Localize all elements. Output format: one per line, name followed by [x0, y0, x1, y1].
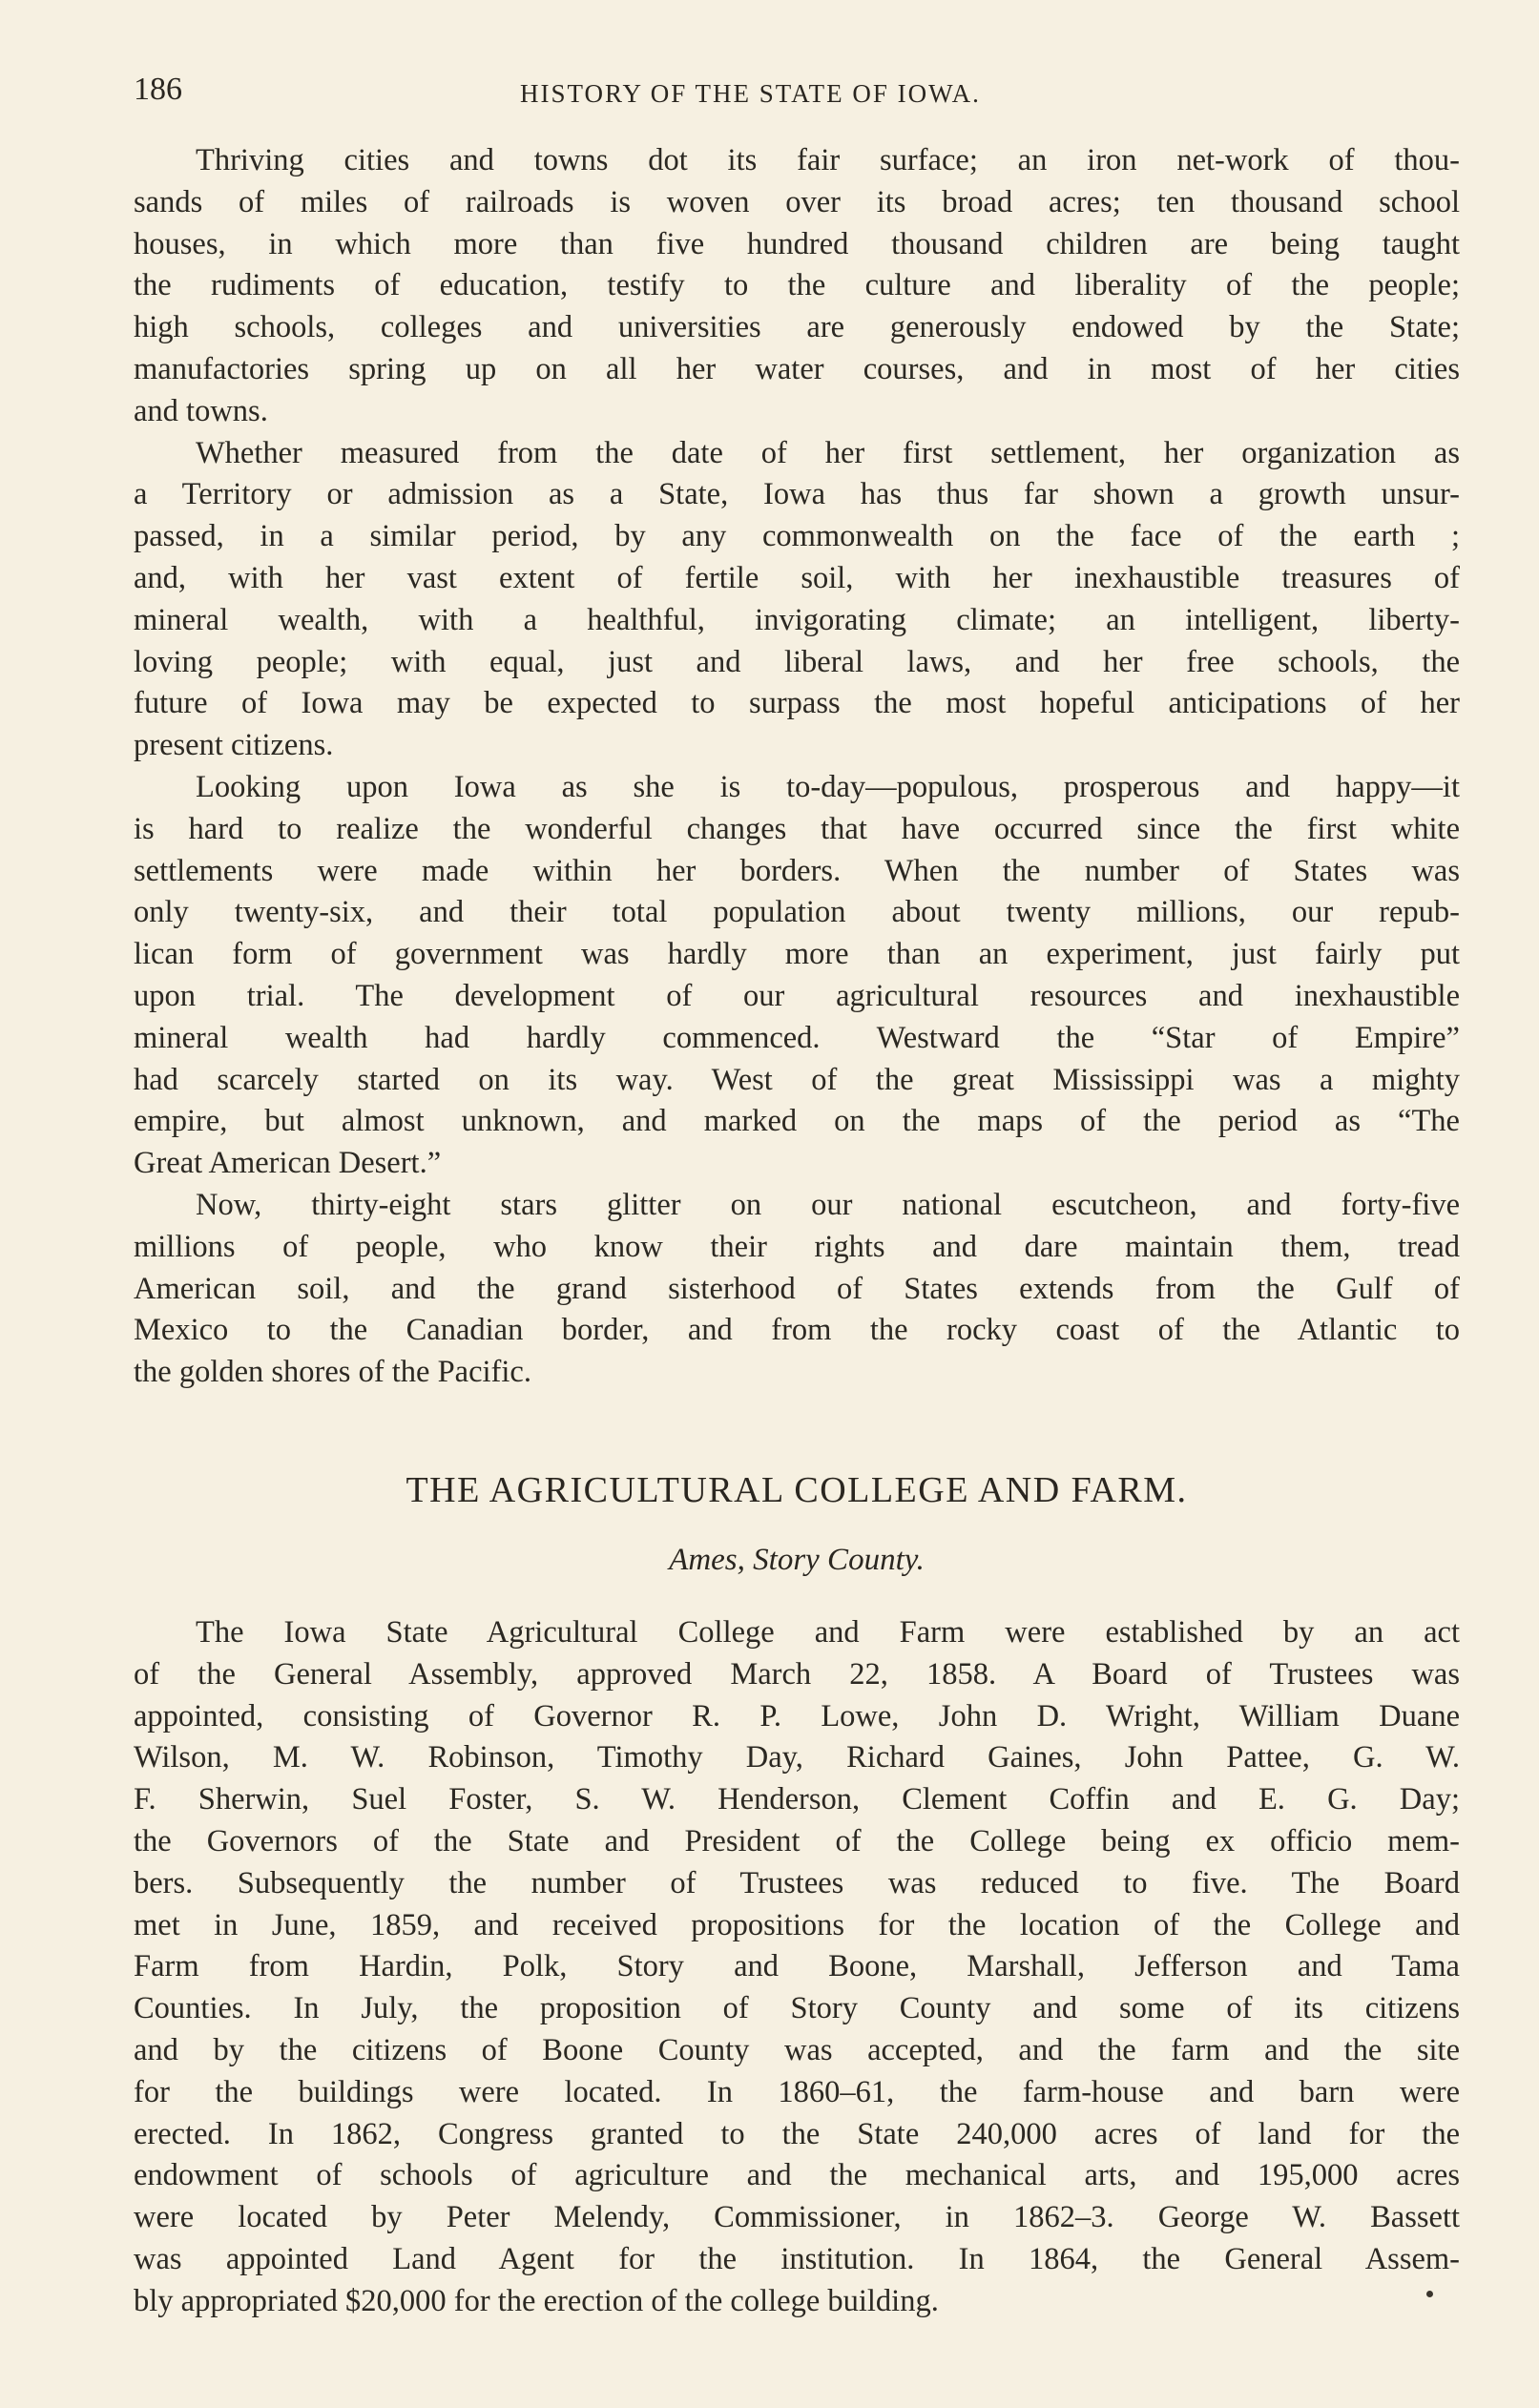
- text-line: only twenty-six, and their total population about twenty millions, our repub-: [134, 895, 1460, 930]
- text-line: bly appropriated $20,000 for the erection of the college building.: [134, 2283, 939, 2318]
- text-line: F. Sherwin, Suel Foster, S. W. Henderson, Clement Coffin and E. G. Day;: [134, 1782, 1460, 1817]
- text-line: sands of miles of railroads is woven over its broad acres; ten thousand school: [134, 184, 1460, 219]
- text-line: settlements were made within her borders. When the number of States was: [134, 853, 1460, 888]
- text-line: Thriving cities and towns dot its fair surface; an iron net-work of thou-: [196, 143, 1460, 177]
- text-line: present citizens.: [134, 728, 334, 763]
- text-line: appointed, consisting of Governor R. P. Lowe, John D. Wright, William Duane: [134, 1698, 1460, 1733]
- text-line: millions of people, who know their rights and dare maintain them, tread: [134, 1229, 1460, 1264]
- text-line: Mexico to the Canadian border, and from the rocky coast of the Atlantic to: [134, 1313, 1460, 1348]
- text-line: and towns.: [134, 393, 268, 428]
- text-line: and, with her vast extent of fertile soil, with her inexhaustible treasures of: [134, 560, 1460, 595]
- text-line: Farm from Hardin, Polk, Story and Boone, Marshall, Jefferson and Tama: [134, 1949, 1460, 1984]
- text-line: bers. Subsequently the number of Trustees was reduced to five. The Board: [134, 1865, 1460, 1900]
- text-line: the rudiments of education, testify to the culture and liberality of the people;: [134, 268, 1460, 303]
- text-line: a Territory or admission as a State, Iowa has thus far shown a growth unsur-: [134, 477, 1460, 512]
- text-line: The Iowa State Agricultural College and Farm were established by an act: [196, 1615, 1460, 1650]
- text-line: Now, thirty-eight stars glitter on our national escutcheon, and forty-five: [196, 1187, 1460, 1222]
- text-line: houses, in which more than five hundred thousand children are being taught: [134, 226, 1460, 261]
- text-line: manufactories spring up on all her water courses, and in most of her cities: [134, 351, 1460, 386]
- running-head: [134, 72, 1460, 119]
- text-line: lican form of government was hardly more than an experiment, just fairly put: [134, 937, 1460, 972]
- text-line: is hard to realize the wonderful changes that have occurred since the first white: [134, 811, 1460, 846]
- text-line: Wilson, M. W. Robinson, Timothy Day, Richard Gaines, John Pattee, G. W.: [134, 1740, 1460, 1775]
- text-line: high schools, colleges and universities are generously endowed by the State;: [134, 310, 1460, 345]
- printer-dot-mark: [1426, 2291, 1433, 2297]
- text-line: had scarcely started on its way. West of the great Mississippi was a mighty: [134, 1062, 1460, 1097]
- text-line: upon trial. The development of our agricultural resources and inexhaustible: [134, 978, 1460, 1013]
- section-subheading: Ames, Story County.: [669, 1543, 925, 1577]
- text-line: erected. In 1862, Congress granted to the State 240,000 acres of land for the: [134, 2116, 1460, 2151]
- text-line: of the General Assembly, approved March 22, 1858. A Board of Trustees was: [134, 1656, 1460, 1692]
- running-title: HISTORY OF THE STATE OF IOWA.: [520, 79, 981, 108]
- section-heading: THE AGRICULTURAL COLLEGE AND FARM.: [406, 1470, 1188, 1510]
- text-line: Looking upon Iowa as she is to-day—populous, prosperous and happy—it: [196, 769, 1460, 804]
- body-text-bottom: [134, 1612, 1460, 2323]
- text-line: the golden shores of the Pacific.: [134, 1355, 531, 1390]
- text-line: mineral wealth had hardly commenced. Westward the “Star of Empire”: [134, 1020, 1460, 1055]
- text-line: Whether measured from the date of her first settlement, her organization as: [196, 435, 1460, 470]
- text-line: and by the citizens of Boone County was accepted, and the farm and the site: [134, 2032, 1460, 2067]
- body-text-top: [134, 140, 1460, 1394]
- text-line: were located by Peter Melendy, Commissioner, in 1862–3. George W. Bassett: [134, 2200, 1460, 2235]
- text-line: endowment of schools of agriculture and the mechanical arts, and 195,000 acres: [134, 2158, 1460, 2193]
- text-line: empire, but almost unknown, and marked on the maps of the period as “The: [134, 1104, 1460, 1139]
- page-number: 186: [134, 72, 182, 107]
- text-line: was appointed Land Agent for the institution. In 1864, the General Assem-: [134, 2241, 1460, 2276]
- text-line: American soil, and the grand sisterhood of States extends from the Gulf of: [134, 1271, 1460, 1306]
- text-line: for the buildings were located. In 1860–61, the farm-house and barn were: [134, 2074, 1460, 2109]
- text-line: Great American Desert.”: [134, 1146, 442, 1181]
- text-line: mineral wealth, with a healthful, invigorating climate; an intelligent, liberty-: [134, 602, 1460, 637]
- text-line: loving people; with equal, just and liberal laws, and her free schools, the: [134, 644, 1460, 679]
- text-line: Counties. In July, the proposition of Story County and some of its citizens: [134, 1991, 1460, 2026]
- text-line: met in June, 1859, and received propositions for the location of the College and: [134, 1907, 1460, 1942]
- text-line: passed, in a similar period, by any commonwealth on the face of the earth ;: [134, 519, 1460, 554]
- text-line: future of Iowa may be expected to surpass the most hopeful anticipations of her: [134, 686, 1460, 721]
- text-line: the Governors of the State and President of the College being ex officio mem-: [134, 1823, 1460, 1858]
